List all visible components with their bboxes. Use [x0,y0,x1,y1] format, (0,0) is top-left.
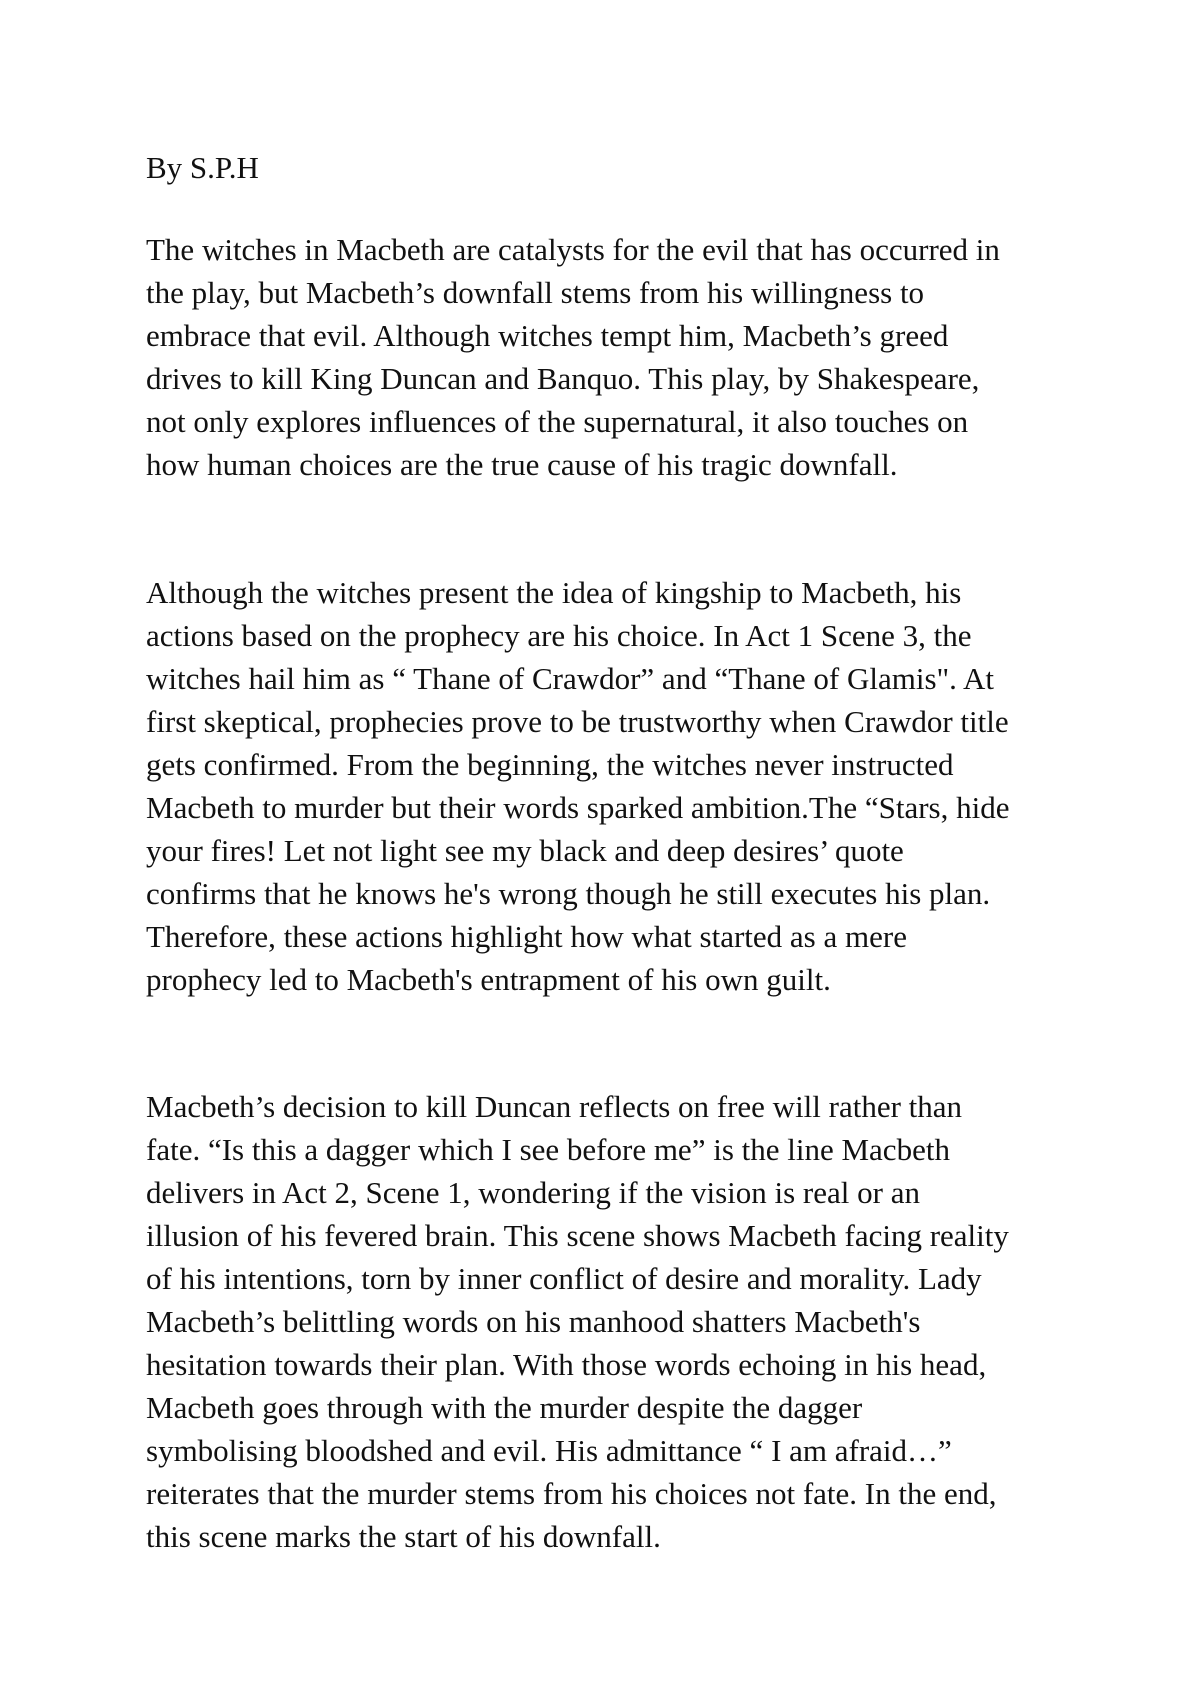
paragraph-line: The witches in Macbeth are catalysts for the evil that has occurred in [146,232,1000,267]
paragraph-line: illusion of his fevered brain. This scene shows Macbeth facing reality [146,1218,1009,1253]
paragraph-line: how human choices are the true cause of his tragic downfall. [146,447,898,482]
paragraph-line: this scene marks the start of his downfall. [146,1519,661,1554]
paragraph-line: witches hail him as “ Thane of Crawdor” and “Thane of Glamis". At [146,661,994,696]
paragraph-witches-prophecy [146,571,1106,1001]
paragraph-line: hesitation towards their plan. With those words echoing in his head, [146,1347,987,1382]
paragraph-line: actions based on the prophecy are his choice. In Act 1 Scene 3, the [146,618,972,653]
paragraph-line: Macbeth goes through with the murder despite the dagger [146,1390,863,1425]
paragraph-line: Macbeth to murder but their words sparked ambition.The “Stars, hide [146,790,1010,825]
paragraph-line: not only explores influences of the supernatural, it also touches on [146,404,969,439]
paragraph-line: delivers in Act 2, Scene 1, wondering if the vision is real or an [146,1175,920,1210]
paragraph-line: the play, but Macbeth’s downfall stems from his willingness to [146,275,925,310]
paragraph-decision-to-kill [146,1085,1106,1558]
paragraph-line: your fires! Let not light see my black and deep desires’ quote [146,833,904,868]
paragraph-line: confirms that he knows he's wrong though he still executes his plan. [146,876,991,911]
paragraph-line: Macbeth’s decision to kill Duncan reflects on free will rather than [146,1089,963,1124]
paragraph-line: drives to kill King Duncan and Banquo. This play, by Shakespeare, [146,361,980,396]
author-line [146,146,1106,189]
paragraph-line: embrace that evil. Although witches tempt him, Macbeth’s greed [146,318,949,353]
paragraph-line: gets confirmed. From the beginning, the witches never instructed [146,747,954,782]
paragraph-introduction [146,228,1106,486]
paragraph-line: prophecy led to Macbeth's entrapment of his own guilt. [146,962,831,997]
paragraph-line: Although the witches present the idea of kingship to Macbeth, his [146,575,962,610]
paragraph-line: fate. “Is this a dagger which I see before me” is the line Macbeth [146,1132,950,1167]
author-text: By S.P.H [146,150,259,185]
paragraph-line: symbolising bloodshed and evil. His admittance “ I am afraid…” [146,1433,952,1468]
paragraph-line: Macbeth’s belittling words on his manhood shatters Macbeth's [146,1304,921,1339]
paragraph-line: Therefore, these actions highlight how what started as a mere [146,919,907,954]
paragraph-line: of his intentions, torn by inner conflict of desire and morality. Lady [146,1261,982,1296]
paragraph-line: reiterates that the murder stems from his choices not fate. In the end, [146,1476,997,1511]
paragraph-line: first skeptical, prophecies prove to be trustworthy when Crawdor title [146,704,1009,739]
